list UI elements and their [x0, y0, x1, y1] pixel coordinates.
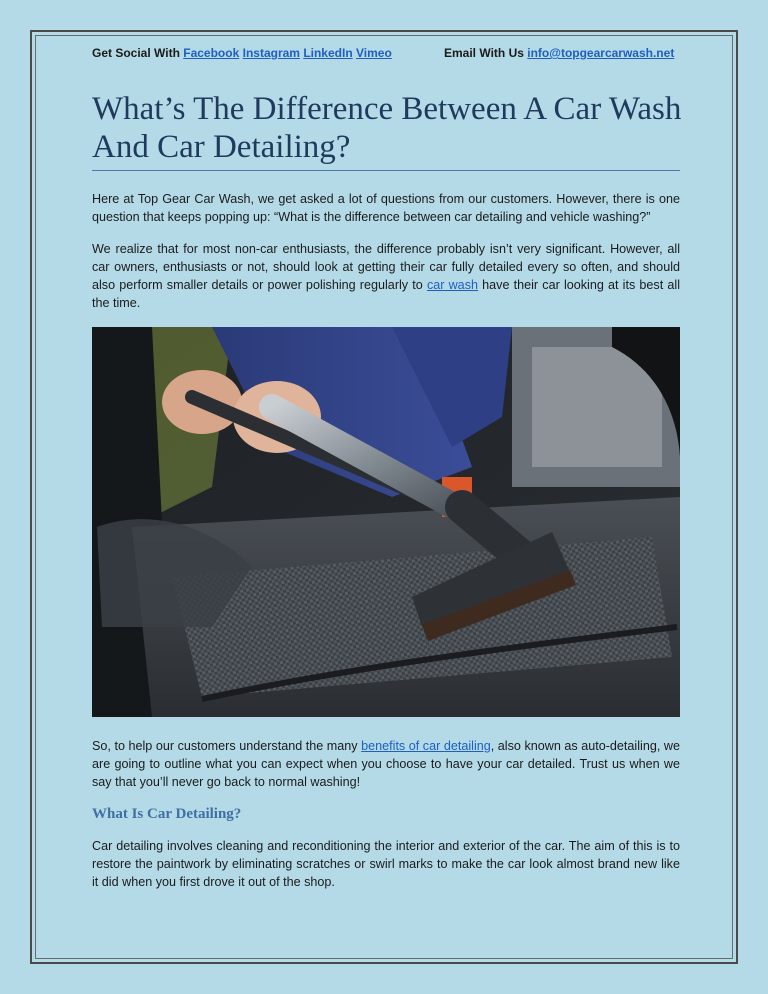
facebook-link[interactable]: Facebook: [183, 46, 240, 60]
car-interior-vacuum-photo: [92, 327, 680, 717]
page-title: What’s The Difference Between A Car Wash And Car Detailing?: [92, 91, 682, 165]
difference-text-start: We realize that for most non-car enthusiasts, the difference probably isn’t very significant. However, all car owners, enthusiasts or not, should look at getting their car fully detailed every so often, and should also perform smaller details or power polishing regularly to: [92, 242, 680, 292]
email-link[interactable]: info@topgearcarwash.net: [527, 46, 675, 60]
header-bar: [92, 46, 682, 60]
title-divider: [92, 170, 680, 171]
car-wash-link[interactable]: car wash: [426, 278, 478, 292]
linkedin-link[interactable]: LinkedIn: [303, 46, 353, 60]
email-section: [444, 46, 674, 60]
difference-text-end: have their car looking at its best all the time.: [92, 278, 680, 310]
detailing-definition-paragraph: Car detailing involves cleaning and reconditioning the interior and exterior of the car. The aim of this is to restore the paintwork by eliminating scratches or swirl marks to make the car look almost brand new like it did when you first drove it out of the shop.: [92, 839, 680, 889]
section-heading: What Is Car Detailing?: [92, 806, 242, 822]
benefits-text-end: , also known as auto-detailing, we are going to outline what you can expect when you choose to have your car detailed. Trust us when we say that you’ll never go back to normal washing!: [92, 739, 680, 789]
email-label: Email With Us: [444, 46, 524, 60]
social-label: Get Social With: [92, 46, 180, 60]
benefits-paragraph: [92, 737, 680, 791]
benefits-text-start: So, to help our customers understand the many: [92, 739, 362, 753]
benefits-of-car-detailing-link[interactable]: benefits of car detailing: [361, 739, 491, 753]
intro-paragraph: Here at Top Gear Car Wash, we get asked a lot of questions from our customers. However, there is one question that keeps popping up: “What is the difference between car detailing and vehicle washing?”: [92, 192, 680, 224]
vimeo-link[interactable]: Vimeo: [356, 46, 392, 60]
instagram-link[interactable]: Instagram: [242, 46, 300, 60]
difference-paragraph: [92, 240, 680, 312]
